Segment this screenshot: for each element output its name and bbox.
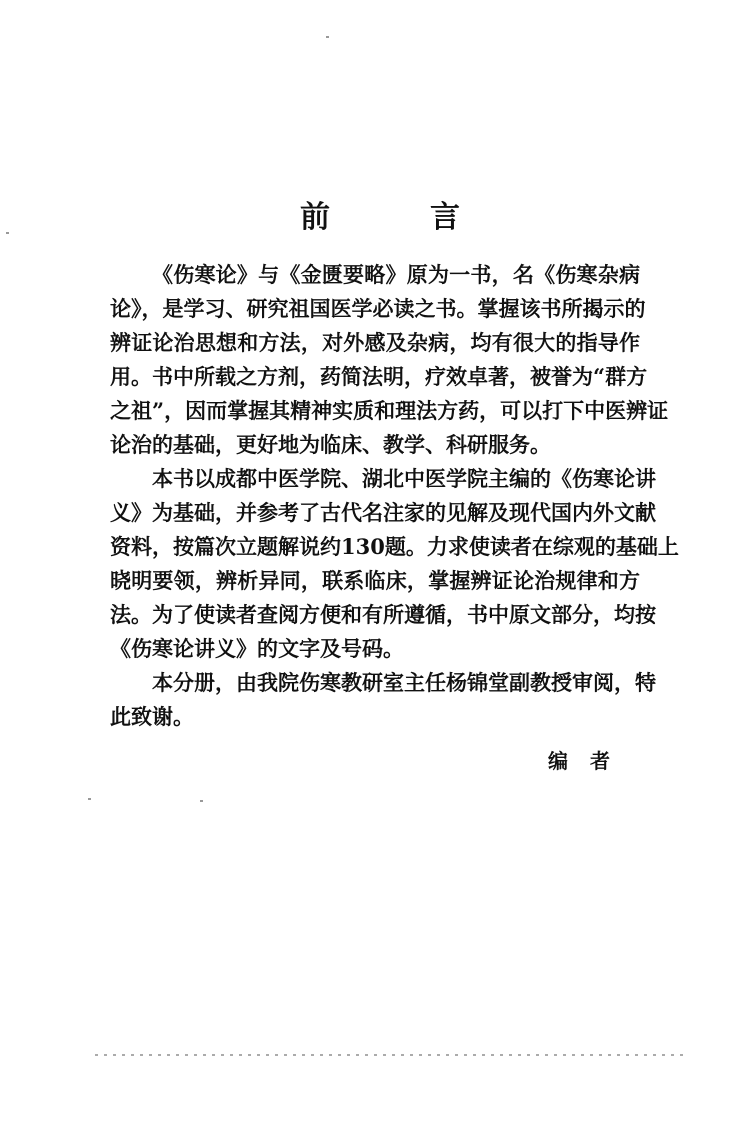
title-char: 前 <box>300 200 330 235</box>
text-line: 辨证论治思想和方法，对外感及杂病，均有很大的指导作 <box>110 330 640 355</box>
text-line: 晓明要领，辨析异同，联系临床，掌握辨证论治规律和方 <box>110 568 640 593</box>
text-line: 此致谢。 <box>110 704 194 729</box>
text-line: 资料，按篇次立题解说约130题。力求使读者在综观的基础上 <box>110 534 679 559</box>
preface-body <box>110 258 679 734</box>
text-line: 《伤寒论》与《金匮要略》原为一书，名《伤寒杂病 <box>152 262 640 287</box>
signature <box>548 745 610 774</box>
text-line: 论治的基础，更好地为临床、教学、科研服务。 <box>110 432 551 457</box>
text-line: 义》为基础，并参考了古代名注家的见解及现代国内外文献 <box>110 500 656 525</box>
paragraph-2 <box>110 462 679 666</box>
text-line: 《伤寒论讲义》的文字及号码。 <box>110 636 404 661</box>
scan-noise-line <box>95 1054 685 1056</box>
title-char: 言 <box>430 200 460 235</box>
text-line: 本分册，由我院伤寒教研室主任杨锦堂副教授审阅，特 <box>152 670 656 695</box>
scan-speck <box>6 232 9 234</box>
signature-char: 编 <box>548 749 568 773</box>
text-line: 本书以成都中医学院、湖北中医学院主编的《伤寒论讲 <box>152 466 656 491</box>
paragraph-1 <box>110 258 669 462</box>
page-title <box>300 192 460 236</box>
scan-speck <box>326 36 329 38</box>
text-line: 用。书中所载之方剂，药简法明，疗效卓著，被誉为“群方 <box>110 364 648 389</box>
paragraph-3 <box>110 666 656 734</box>
text-line: 论》，是学习、研究祖国医学必读之书。掌握该书所揭示的 <box>110 296 646 321</box>
text-line: 法。为了使读者查阅方便和有所遵循，书中原文部分，均按 <box>110 602 656 627</box>
signature-char: 者 <box>590 749 610 773</box>
scan-speck <box>88 798 91 800</box>
scan-speck <box>200 800 203 802</box>
text-line: 之祖”，因而掌握其精神实质和理法方药，可以打下中医辨证 <box>110 398 669 423</box>
